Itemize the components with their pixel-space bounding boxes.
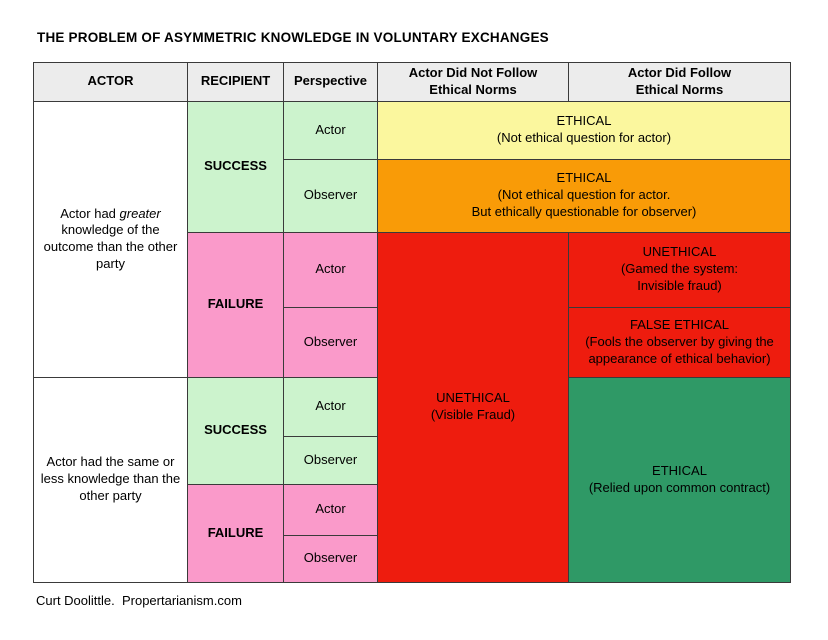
cell-ethical-yellow: ETHICAL (Not ethical question for actor) — [378, 101, 791, 159]
perspective-observer-g2-success: Observer — [284, 436, 378, 484]
cell-ethical-contract: ETHICAL (Relied upon common contract) — [569, 377, 791, 582]
italic-greater: greater — [119, 205, 161, 221]
column-header-did-follow: Actor Did Follow Ethical Norms — [569, 63, 791, 102]
perspective-actor-g2-success: Actor — [284, 377, 378, 436]
perspective-observer-g1-failure: Observer — [284, 307, 378, 377]
perspective-actor-g1-failure: Actor — [284, 232, 378, 307]
perspective-actor-g1-success: Actor — [284, 101, 378, 159]
cell-ethical-orange: ETHICAL (Not ethical question for actor. But ethically questionable for observer) — [378, 159, 791, 232]
perspective-observer-g1-success: Observer — [284, 159, 378, 232]
cell-unethical-visible-fraud: UNETHICAL (Visible Fraud) — [378, 232, 569, 582]
asymmetric-knowledge-matrix — [33, 62, 791, 583]
actor-group1-label: Actor had greater knowledge of the outcome than the other party — [34, 101, 188, 377]
recipient-success-group1: SUCCESS — [188, 101, 284, 232]
column-header-actor: ACTOR — [34, 63, 188, 102]
recipient-failure-group1: FAILURE — [188, 232, 284, 377]
cell-unethical-gamed: UNETHICAL (Gamed the system: Invisible fraud) — [569, 232, 791, 307]
column-header-did-not-follow: Actor Did Not Follow Ethical Norms — [378, 63, 569, 102]
perspective-observer-g2-failure: Observer — [284, 535, 378, 582]
perspective-actor-g2-failure: Actor — [284, 484, 378, 535]
column-header-perspective: Perspective — [284, 63, 378, 102]
actor-group2-label: Actor had the same or less knowledge than the other party — [34, 377, 188, 582]
table-row — [34, 101, 791, 159]
cell-false-ethical: FALSE ETHICAL (Fools the observer by giving the appearance of ethical behavior) — [569, 307, 791, 377]
recipient-success-group2: SUCCESS — [188, 377, 284, 484]
column-header-recipient: RECIPIENT — [188, 63, 284, 102]
header-row — [34, 63, 791, 102]
page-title: THE PROBLEM OF ASYMMETRIC KNOWLEDGE IN VOLUNTARY EXCHANGES — [37, 30, 549, 45]
attribution-footer: Curt Doolittle. Propertarianism.com — [36, 593, 242, 608]
recipient-failure-group2: FAILURE — [188, 484, 284, 582]
